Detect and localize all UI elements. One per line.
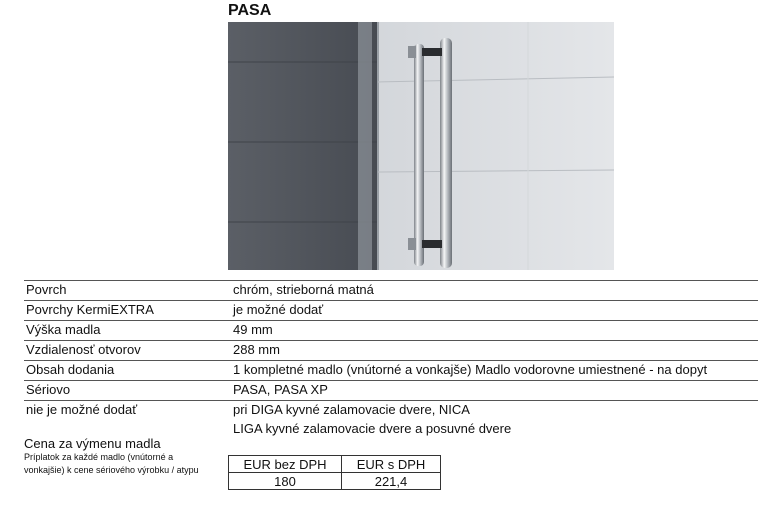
- spec-value: 49 mm: [233, 322, 273, 337]
- price-header-gross: EUR s DPH: [342, 456, 441, 473]
- spec-label: nie je možné dodať: [26, 402, 138, 417]
- spec-label: Povrch: [26, 282, 67, 297]
- product-title: PASA: [228, 2, 272, 19]
- spec-value: 1 kompletné madlo (vnútorné a vonkajše) Madlo vodorovne umiestnené - na dopyt: [233, 362, 708, 377]
- product-photo: [228, 22, 614, 270]
- price-header-net: EUR bez DPH: [229, 456, 342, 473]
- spec-row-delivery: [24, 361, 758, 381]
- price-note: Príplatok za každé madlo (vnútorné a vonkajšie) k cene sériového výrobku / atypu: [24, 452, 199, 475]
- spec-row-not-available: [24, 401, 758, 420]
- price-value-net: 180: [229, 473, 342, 490]
- spec-row-hole-distance: [24, 341, 758, 361]
- handle-photo-image: [228, 22, 614, 270]
- price-title: Cena za výmenu madla: [24, 436, 161, 451]
- spec-label: Povrchy KermiEXTRA: [26, 302, 154, 317]
- spec-row-height: [24, 321, 758, 341]
- spec-value: chróm, strieborná matná: [233, 282, 374, 297]
- spec-value: pri DIGA kyvné zalamovacie dvere, NICA: [233, 402, 470, 417]
- price-value-gross: 221,4: [342, 473, 441, 490]
- spec-table: [24, 280, 758, 439]
- spec-row-serial: [24, 381, 758, 401]
- price-table: [228, 455, 441, 490]
- spec-label: Sériovo: [26, 382, 71, 397]
- spec-label: Vzdialenosť otvorov: [26, 342, 141, 357]
- spec-value: je možné dodať: [233, 302, 324, 317]
- spec-label: Výška madla: [26, 322, 101, 337]
- spec-value: PASA, PASA XP: [233, 382, 328, 397]
- spec-value: 288 mm: [233, 342, 280, 357]
- spec-value: LIGA kyvné zalamovacie dvere a posuvné dvere: [233, 421, 512, 436]
- spec-label: Obsah dodania: [26, 362, 115, 377]
- spec-row-kermiextra: [24, 301, 758, 321]
- spec-row-surface: [24, 280, 758, 301]
